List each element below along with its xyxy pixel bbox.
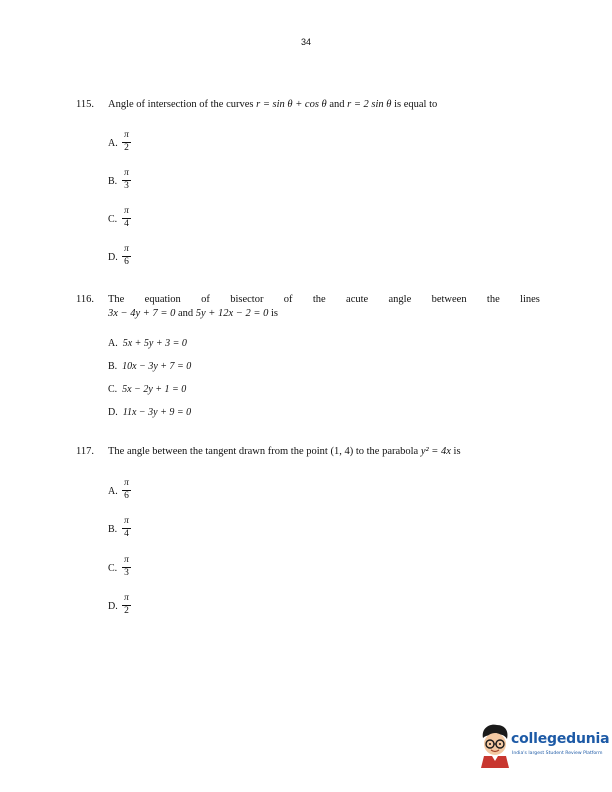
option-d [108,407,191,418]
denominator: 3 [124,567,129,578]
denominator: 6 [124,256,129,267]
word: lines [520,294,540,305]
option-equation: 11x − 3y + 9 = 0 [122,407,192,418]
option-fraction [122,556,131,578]
question-text-part: is [268,308,278,319]
option-label: D. [108,407,118,418]
question-text-117 [108,446,461,457]
numerator: π [124,478,129,488]
question-text-115 [108,99,437,110]
numerator: π [124,130,129,140]
denominator: 4 [124,528,129,539]
word: of [201,294,210,305]
option-label: B. [108,361,118,372]
denominator: 3 [124,180,129,191]
option-fraction [122,479,131,501]
numerator: π [124,555,129,565]
numerator: π [124,516,129,526]
option-label: B. [108,176,118,187]
option-equation: 5x + 5y + 3 = 0 [122,338,187,349]
option-fraction [122,517,131,539]
numerator: π [124,206,129,216]
word: of [283,294,293,305]
word: The [108,294,125,305]
word: the [486,294,500,305]
option-equation: 10x − 3y + 7 = 0 [122,361,192,372]
option-label: C. [108,384,118,395]
question-number-115: 115. [76,99,94,110]
word: acute [346,294,369,305]
option-label: A. [108,486,118,497]
denominator: 2 [124,605,129,616]
word: bisector [230,294,264,305]
option-equation: 5x − 2y + 1 = 0 [122,384,187,395]
word: equation [144,294,181,305]
option-fraction [122,131,131,153]
option-a [108,338,187,349]
question-text-part: Angle of intersection of the curves [108,99,257,110]
option-fraction [122,245,131,267]
denominator: 6 [124,490,129,501]
equation: r = sin θ + cos θ [256,99,327,110]
question-text-part: and [175,308,196,319]
equation: 5y + 12x − 2 = 0 [195,308,269,319]
word: between [431,294,467,305]
brand-name: collegedunia [511,731,610,747]
equation: r = 2 sin θ [347,99,392,110]
option-label: B. [108,524,118,535]
question-text-part: The angle between the tangent drawn from the point (1, 4) to the parabola [108,446,421,457]
word: angle [388,294,412,305]
question-text-part: is [450,446,461,457]
option-label: C. [108,563,118,574]
page-number: 34 [300,37,311,47]
question-number-116: 116. [76,294,94,305]
option-fraction [122,207,131,229]
option-label: C. [108,214,118,225]
option-label: A. [108,338,118,349]
word: the [312,294,326,305]
option-fraction [122,594,131,616]
numerator: π [124,168,129,178]
option-c [108,384,186,395]
question-text-part: and [326,99,348,110]
option-label: D. [108,601,118,612]
option-label: A. [108,138,118,149]
question-text-116-line1 [108,294,540,305]
option-fraction [122,169,131,191]
question-number-117: 117. [76,446,94,457]
question-text-part: is equal to [391,99,438,110]
student-mascot-icon [478,722,512,768]
denominator: 4 [124,218,129,229]
numerator: π [124,593,129,603]
option-label: D. [108,252,118,263]
denominator: 2 [124,142,129,153]
equation: y² = 4x [420,446,451,457]
equation: 3x − 4y + 7 = 0 [108,308,176,319]
brand-tagline: India's largest Student Review Platform [512,751,603,756]
question-text-116-line2 [108,308,278,319]
numerator: π [124,244,129,254]
option-b [108,361,191,372]
